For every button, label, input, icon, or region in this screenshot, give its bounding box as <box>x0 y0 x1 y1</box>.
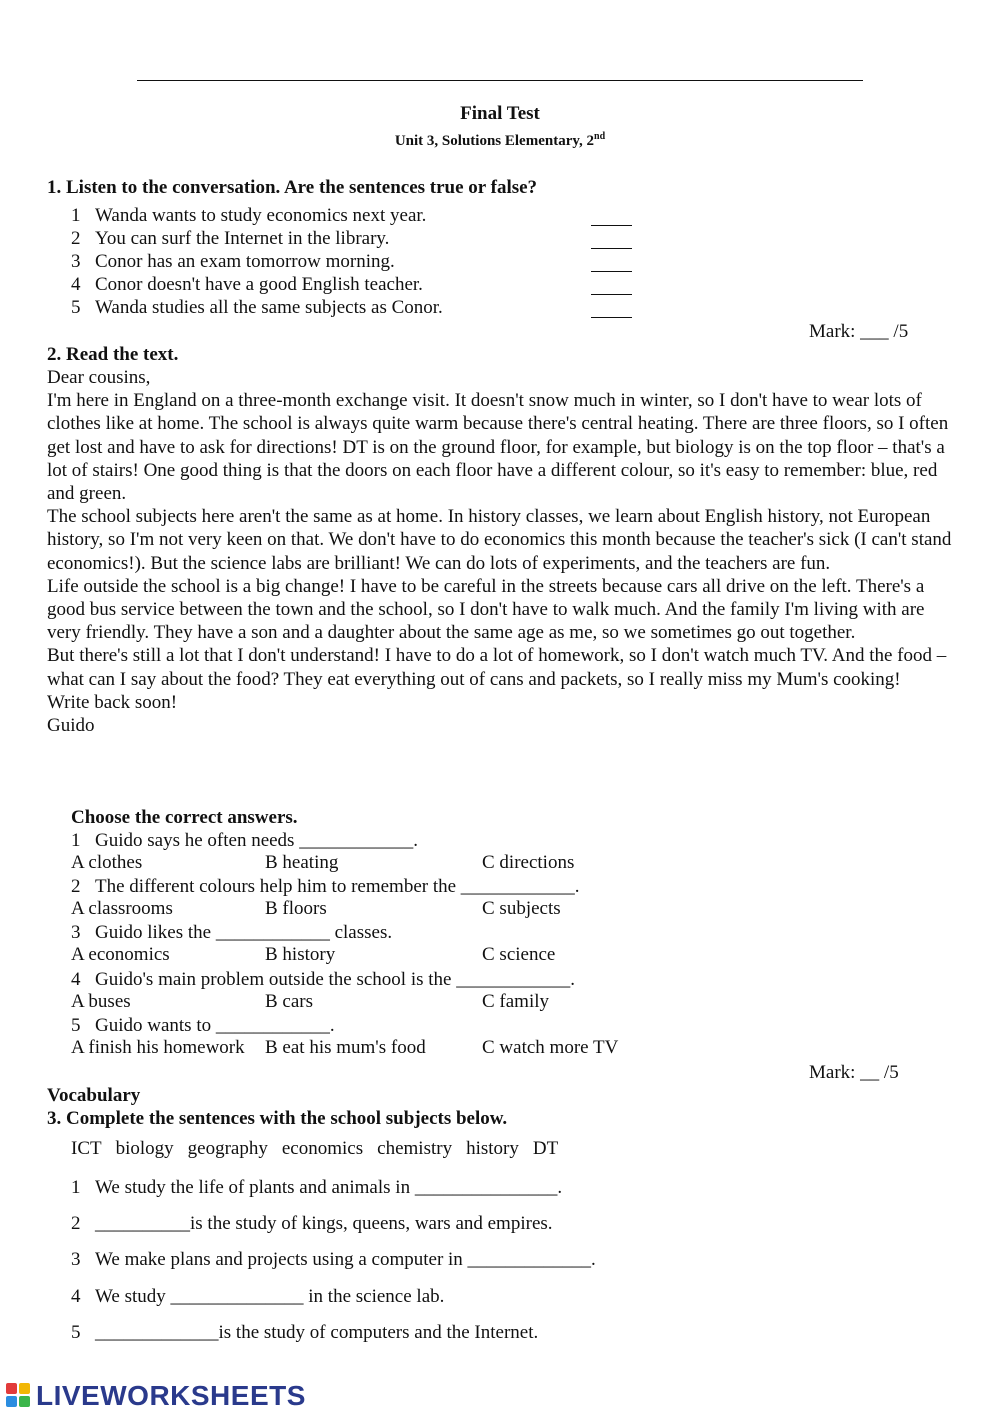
page-subtitle <box>0 131 1000 150</box>
list-item[interactable]: 5 _____________is the study of computers and the Internet. <box>71 1322 539 1343</box>
answer-blank[interactable] <box>591 211 632 231</box>
list-item: 5 Wanda studies all the same subjects as Conor. <box>71 297 443 318</box>
section2-heading: 2. Read the text. <box>47 344 179 365</box>
top-rule <box>137 80 863 81</box>
list-item[interactable]: 3 We make plans and projects using a computer in _____________. <box>71 1249 596 1270</box>
answer-blank[interactable] <box>591 303 632 323</box>
option-a[interactable]: A economics <box>71 944 170 965</box>
section2-mark: Mark: __ /5 <box>809 1062 899 1083</box>
answer-blank[interactable] <box>591 257 632 277</box>
option-a[interactable]: A classrooms <box>71 898 173 919</box>
option-b[interactable]: B heating <box>265 852 339 873</box>
answer-blank[interactable] <box>591 234 632 254</box>
question-stem: 1 Guido says he often needs ____________. <box>71 830 418 851</box>
word-bank <box>71 1137 572 1160</box>
question-stem: 2 The different colours help him to remember the ____________. <box>71 876 580 897</box>
letter-paragraph: The school subjects here aren't the same as at home. In history classes, we learn about English history, not European history, so I'm not very keen on that. We don't have to do economics this month because the teacher's sick (I can't stand economics!). But the science labs are brilliant! We can do lots of experiments, and the teachers are fun. <box>47 506 952 574</box>
letter-paragraph: Dear cousins, <box>47 367 151 388</box>
logo-grid-icon <box>6 1383 32 1409</box>
list-item: 2 You can surf the Internet in the library. <box>71 228 390 249</box>
word-bank-item: biology <box>115 1138 174 1159</box>
word-bank-item: ICT <box>71 1138 102 1159</box>
letter-paragraph: Write back soon! <box>47 691 178 713</box>
option-c[interactable]: C family <box>482 991 550 1012</box>
subtitle-sup: nd <box>594 131 606 142</box>
word-bank-item: DT <box>532 1138 559 1159</box>
letter-paragraph: Guido <box>47 715 95 737</box>
option-b[interactable]: B cars <box>265 991 314 1012</box>
option-c[interactable]: C science <box>482 944 556 965</box>
option-a[interactable]: A clothes <box>71 852 143 873</box>
letter-paragraph: I'm here in England on a three-month exchange visit. It doesn't snow much in winter, so I don't have to wear lots of clothes like at home. The school is always quite warm because there's central heating. There are three floors, so I often get lost and have to ask for directions! DT is on the ground floor, for example, but biology is on the top floor – that's a lot of stairs! One good thing is that the doors on each floor have a different colour, so it's easy to remember: blue, red and green. <box>47 390 949 505</box>
word-bank-item: chemistry <box>377 1138 453 1159</box>
word-bank-item: history <box>466 1138 519 1159</box>
option-c[interactable]: C subjects <box>482 898 561 919</box>
liveworksheets-logo[interactable] <box>6 1381 306 1411</box>
logo-text: LIVEWORKSHEETS <box>36 1380 306 1411</box>
option-b[interactable]: B history <box>265 944 336 965</box>
subtitle-text: Unit 3, Solutions Elementary, 2 <box>394 133 595 149</box>
letter-paragraph: Life outside the school is a big change! I have to be careful in the streets because cars all drive on the left. There's a good bus service between the town and the school, so I don't have to walk much. And the family I'm living with are very friendly. They have a son and a daughter about the same age as me, so we sometimes go out together. <box>47 575 925 644</box>
option-c[interactable]: C directions <box>482 852 575 873</box>
list-item: 1 Wanda wants to study economics next year. <box>71 205 427 226</box>
vocabulary-label: Vocabulary <box>47 1085 141 1106</box>
option-b[interactable]: B eat his mum's food <box>265 1037 426 1058</box>
word-bank-item: geography <box>187 1138 268 1159</box>
option-b[interactable]: B floors <box>265 898 327 919</box>
list-item[interactable]: 4 We study ______________ in the science lab. <box>71 1286 445 1307</box>
list-item: 4 Conor doesn't have a good English teacher. <box>71 274 423 295</box>
section1-mark: Mark: ___ /5 <box>809 321 909 342</box>
list-item[interactable]: 2 __________is the study of kings, queens, wars and empires. <box>71 1213 553 1234</box>
question-stem: 5 Guido wants to ____________. <box>71 1015 335 1036</box>
list-item[interactable]: 1 We study the life of plants and animals in _______________. <box>71 1177 563 1198</box>
section3-heading: 3. Complete the sentences with the school subjects below. <box>47 1108 508 1129</box>
list-item: 3 Conor has an exam tomorrow morning. <box>71 251 395 272</box>
letter-paragraph: But there's still a lot that I don't understand! I have to do a lot of homework, so I don't watch much TV. And the food – what can I say about the food? They eat everything out of cans and packets, so I really miss my Mum's cooking! <box>47 645 947 690</box>
page-title: Final Test <box>460 103 540 124</box>
option-a[interactable]: A finish his homework <box>71 1037 245 1058</box>
option-a[interactable]: A buses <box>71 991 131 1012</box>
question-stem: 3 Guido likes the ____________ classes. <box>71 922 393 943</box>
question-stem: 4 Guido's main problem outside the school is the ____________. <box>71 969 575 990</box>
letter-text <box>47 366 952 737</box>
answer-blank[interactable] <box>591 280 632 300</box>
word-bank-item: economics <box>281 1138 364 1159</box>
section1-heading: 1. Listen to the conversation. Are the sentences true or false? <box>47 177 538 198</box>
choose-heading: Choose the correct answers. <box>71 807 298 828</box>
option-c[interactable]: C watch more TV <box>482 1037 619 1058</box>
